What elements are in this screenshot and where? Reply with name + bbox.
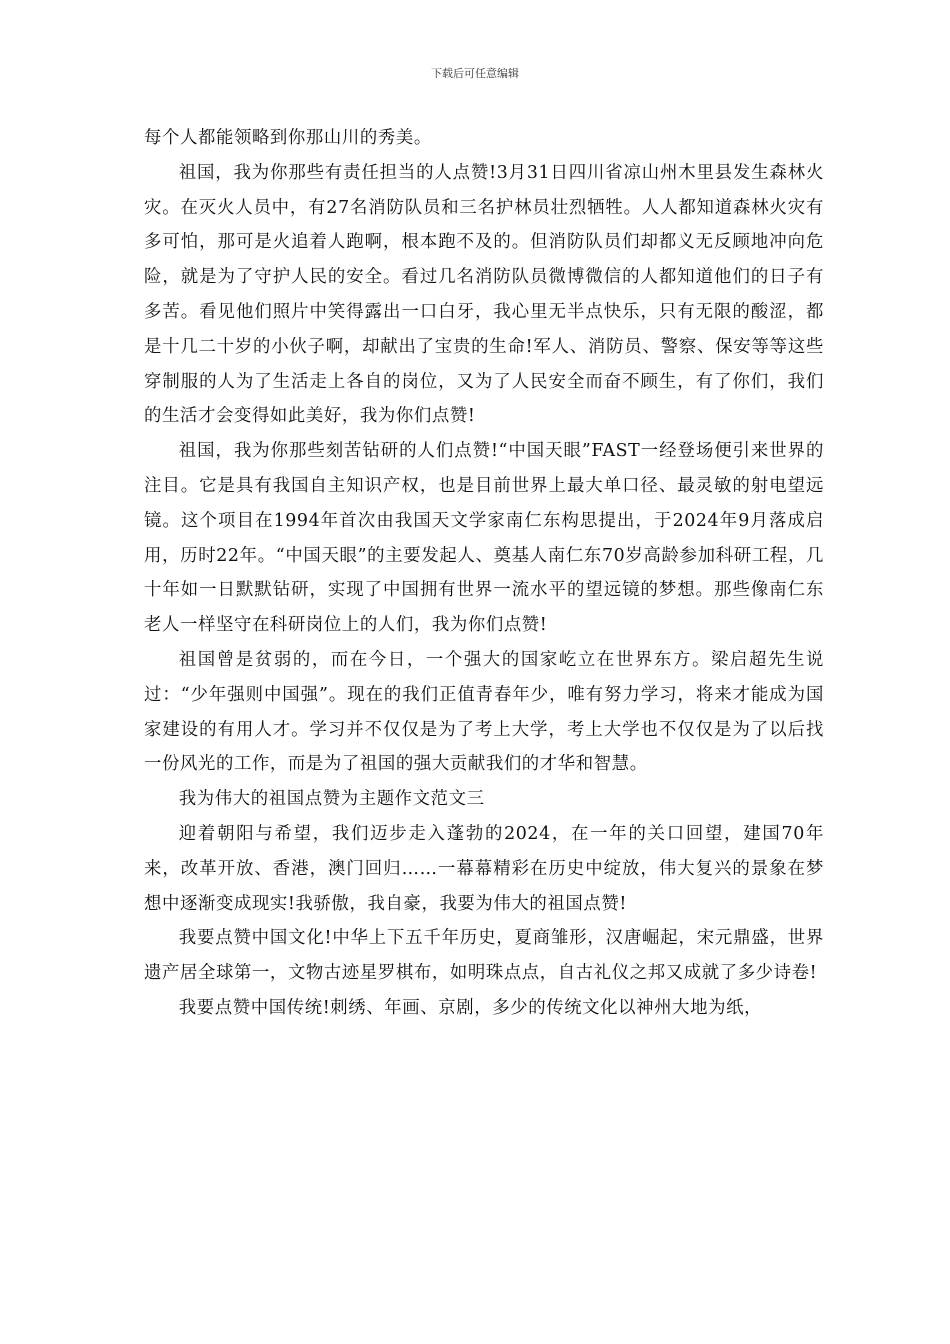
paragraph-2: 祖国，我为你那些有责任担当的人点赞!3月31日四川省凉山州木里县发生森林火灾。在灭火人员中，有27名消防队员和三名护林员壮烈牺牲。人人都知道森林火灾有多可怕，那可是火追着人跑啊，根本跑不及的。但消防队员们却都义无反顾地冲向危险，就是为了守护人民的安全。看过几名消防队员微博微信的人都知道他们的日子有多苦。看见他们照片中笑得露出一口白牙，我心里无半点快乐，只有无限的酸涩，都是十几二十岁的小伙子啊，却献出了宝贵的生命!军人、消防员、警察、保安等等这些穿制服的人为了生活走上各自的岗位，又为了人民安全而奋不顾生，有了你们，我们的生活才会变得如此美好，我为你们点赞! <box>144 162 824 427</box>
page-header: 下载后可任意编辑 <box>431 67 519 80</box>
paragraph-4: 祖国曾是贫弱的，而在今日，一个强大的国家屹立在世界东方。梁启超先生说过：“少年强则中国强”。现在的我们正值青春年少，唯有努力学习，将来才能成为国家建设的有用人才。学习并不仅仅是为了考上大学，考上大学也不仅仅是为了以后找一份风光的工作，而是为了祖国的强大贡献我们的才华和智慧。 <box>144 649 824 775</box>
paragraph-5: 迎着朝阳与希望，我们迈步走入蓬勃的2024，在一年的关口回望，建国70年来，改革开放、香港，澳门回归……一幕幕精彩在历史中绽放，伟大复兴的景象在梦想中逐渐变成现实!我骄傲，我自豪，我要为伟大的祖国点赞! <box>144 823 824 914</box>
paragraph-7: 我要点赞中国传统!刺绣、年画、京剧，多少的传统文化以神州大地为纸， <box>178 997 763 1018</box>
section-heading: 我为伟大的祖国点赞为主题作文范文三 <box>178 789 485 810</box>
paragraph-3: 祖国，我为你那些刻苦钻研的人们点赞!“中国天眼”FAST一经登场便引来世界的注目。它是具有我国自主知识产权，也是目前世界上最大单口径、最灵敏的射电望远镜。这个项目在1994年首次由我国天文学家南仁东构思提出，于2024年9月落成启用，历时22年。“中国天眼”的主要发起人、奠基人南仁东70岁高龄参加科研工程，几十年如一日默默钻研，实现了中国拥有世界一流水平的望远镜的梦想。那些像南仁东老人一样坚守在科研岗位上的人们，我为你们点赞! <box>144 441 824 636</box>
paragraph-6: 我要点赞中国文化!中华上下五千年历史，夏商雏形，汉唐崛起，宋元鼎盛，世界遗产居全球第一，文物古迹星罗棋布，如明珠点点，自古礼仪之邦又成就了多少诗卷! <box>144 928 824 984</box>
document-body <box>144 121 824 1026</box>
paragraph-1: 每个人都能领略到你那山川的秀美。 <box>144 128 432 148</box>
